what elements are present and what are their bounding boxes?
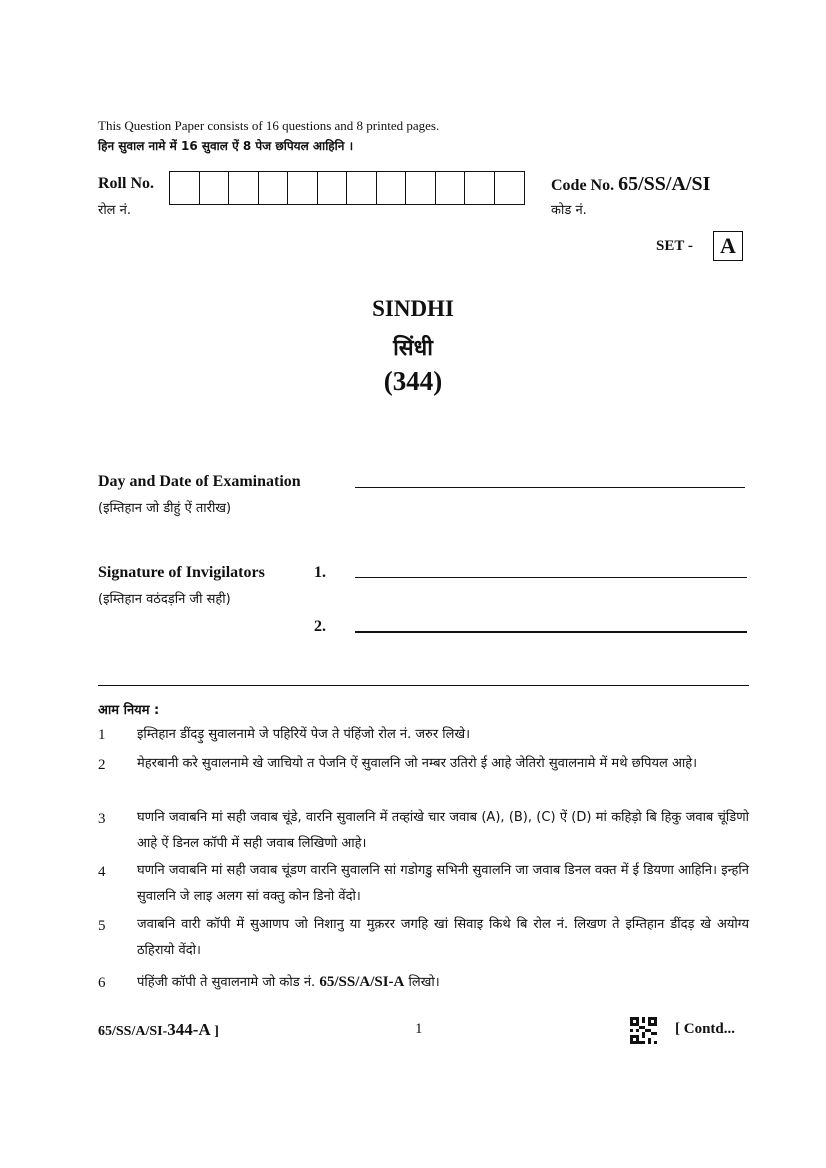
rule-number: 4 bbox=[98, 864, 106, 880]
roll-no-label: Roll No. bbox=[98, 175, 154, 192]
roll-no-digit-box[interactable] bbox=[318, 172, 348, 204]
roll-no-digit-box[interactable] bbox=[200, 172, 230, 204]
footer-code bbox=[98, 1020, 219, 1040]
footer-code-prefix: 65/SS/A/SI- bbox=[98, 1024, 168, 1039]
roll-no-digit-box[interactable] bbox=[170, 172, 200, 204]
roll-no-digit-box[interactable] bbox=[377, 172, 407, 204]
roll-no-digit-box[interactable] bbox=[259, 172, 289, 204]
roll-no-digit-box[interactable] bbox=[406, 172, 436, 204]
rule-text: इम्तिहान डींदड़ु सुवालनामे जे पहिरियें पेज ते पंहिंजो रोल नं. जरुर लिखे। bbox=[137, 727, 471, 742]
roll-no-label-hindi: रोल नं. bbox=[98, 203, 131, 218]
footer-bracket: ] bbox=[214, 1024, 219, 1039]
rule-number: 1 bbox=[98, 727, 106, 743]
divider bbox=[98, 685, 749, 686]
rule-number: 3 bbox=[98, 811, 106, 827]
set-label: SET - bbox=[656, 238, 693, 254]
invigilator-2-number: 2. bbox=[314, 618, 326, 635]
general-rules-heading: आम नियम : bbox=[98, 703, 160, 718]
rule-text: जवाबनि वारी कॉपी में सुआणप जो निशानु या मुक़रर जगहि खां सिवाइ किथे बि रोल नं. लिखण ते इम्तिहान डींदड़ खे अयोग्य ठहिरायो वेंदो। bbox=[137, 917, 749, 958]
invigilator-2-line[interactable] bbox=[355, 631, 747, 633]
rule-6-prefix: पंहिंजी कॉपी ते सुवालनामे जो कोड नं. bbox=[137, 975, 316, 990]
roll-no-digit-box[interactable] bbox=[347, 172, 377, 204]
invigilator-1-number: 1. bbox=[314, 564, 326, 581]
qr-code-icon bbox=[630, 1017, 657, 1044]
rule-6-code: 65/SS/A/SI-A bbox=[319, 974, 405, 990]
rule-text: घणनि जवाबनि मां सही जवाब चूंडे, वारनि सुवालनि में तव्हांखे चार जवाब (A), (B), (C) ऐं (D) मां कहिड़ो बि हिकु जवाब चूंडिणो आहे ऐं डिनल कॉपी में सही जवाब लिखिणो आहे। bbox=[137, 810, 749, 851]
code-no-label-hindi: कोड नं. bbox=[551, 203, 587, 218]
rule-number: 2 bbox=[98, 757, 106, 773]
footer-code-bold: 344-A bbox=[167, 1020, 211, 1039]
roll-no-boxes[interactable] bbox=[169, 171, 525, 205]
pages-info: This Question Paper consists of 16 questions and 8 printed pages. bbox=[98, 118, 440, 133]
invigilator-1-line[interactable] bbox=[355, 577, 747, 578]
roll-no-digit-box[interactable] bbox=[229, 172, 259, 204]
rule-6-suffix: लिखो। bbox=[408, 975, 440, 990]
rule-number: 6 bbox=[98, 975, 106, 991]
page-number: 1 bbox=[415, 1021, 423, 1037]
continued-label: [ Contd... bbox=[675, 1021, 736, 1037]
invigilators-label: Signature of Invigilators bbox=[98, 564, 265, 581]
rule-number: 5 bbox=[98, 918, 106, 934]
roll-no-digit-box[interactable] bbox=[495, 172, 525, 204]
roll-no-digit-box[interactable] bbox=[436, 172, 466, 204]
roll-no-digit-box[interactable] bbox=[288, 172, 318, 204]
rule-text: मेहरबानी करे सुवालनामे खे जाचियो त पेजनि ऐं सुवालनि जो नम्बर उतिरो ई आहे जेतिरो सुवालनामे में मथे छपियल आहे। bbox=[137, 756, 698, 771]
code-no-label: Code No. bbox=[551, 177, 615, 194]
rule-text: घणनि जवाबनि मां सही जवाब चूंडण वारनि सुवालनि सां गडोगडु सभिनी सुवालनि जा जवाब डिनल वक्त में ई डियणा आहिनि। इन्हनि सुवालनि जे लाइ अलग सां वक्तु कोन डिनो वेंदो। bbox=[137, 863, 749, 904]
code-no bbox=[551, 173, 710, 196]
invigilators-label-hindi: (इम्तिहान वठंदड़नि जी सही) bbox=[98, 592, 231, 607]
subject-title-hindi: सिंधी bbox=[393, 336, 433, 361]
subject-title: SINDHI bbox=[372, 296, 454, 321]
set-value-box: A bbox=[713, 231, 743, 261]
rule-text-code bbox=[137, 969, 749, 996]
exam-date-line[interactable] bbox=[355, 487, 745, 488]
subject-code: (344) bbox=[383, 366, 443, 396]
exam-date-label-hindi: (इम्तिहान जो डीहुं ऐं तारीख) bbox=[98, 501, 232, 516]
exam-date-label: Day and Date of Examination bbox=[98, 473, 301, 490]
pages-info-hindi: हिन सुवाल नामे में 16 सुवाल ऐं 8 पेज छपियल आहिनि । bbox=[98, 139, 354, 153]
roll-no-digit-box[interactable] bbox=[465, 172, 495, 204]
code-no-value: 65/SS/A/SI bbox=[618, 173, 711, 195]
